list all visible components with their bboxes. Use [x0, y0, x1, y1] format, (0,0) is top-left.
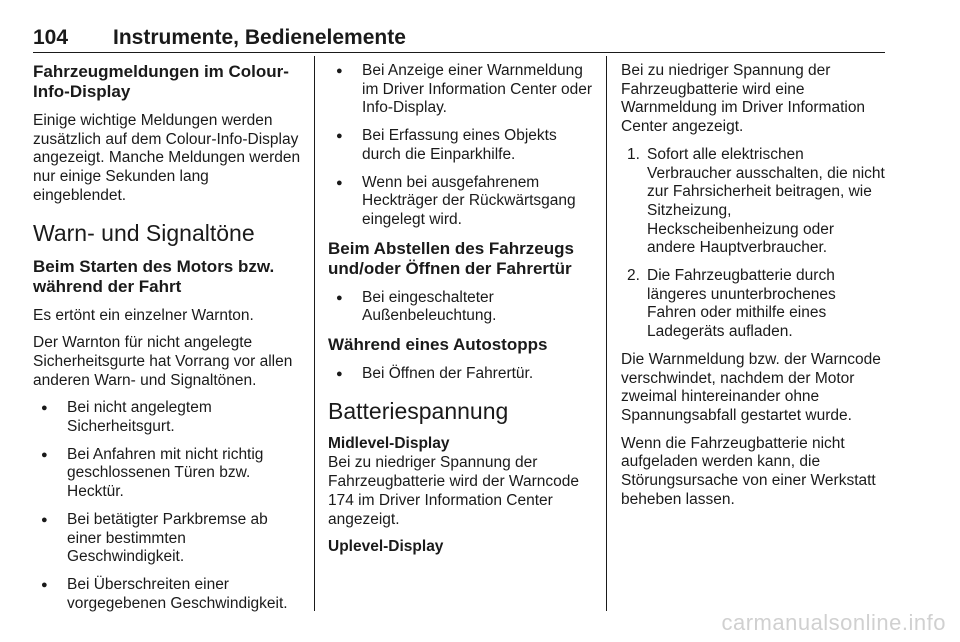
heading-autostopps: Während eines Autostopps — [328, 335, 548, 355]
list-item: ● Bei Anfahren mit nicht richtig geschlossenen Türen bzw. Hecktür. — [33, 446, 301, 502]
step-number: 1. — [627, 145, 640, 163]
list-item: ● Bei Überschreiten einer vorgegebenen Geschwindigkeit. — [33, 576, 301, 613]
heading-beim-abstellen: Beim Abstellen des Fahrzeugs und/oder Öffnen der Fahrertür — [328, 238, 574, 278]
paragraph-uplevel: Bei zu niedriger Spannung der Fahrzeugbatterie wird eine Warnmeldung im Driver Information Center angezeigt. — [621, 62, 866, 136]
page-number: 104 — [33, 26, 69, 49]
header-rule — [33, 52, 885, 53]
heading-fahrzeugmeldungen: Fahrzeugmeldungen im Colour-Info-Display — [33, 62, 289, 101]
column-divider-1 — [314, 56, 315, 611]
bullet-list-warnings-continued — [328, 62, 592, 230]
list-item: ● Bei Öffnen der Fahrertür. — [328, 365, 592, 384]
column-1 — [33, 62, 301, 622]
heading-uplevel-display: Uplevel-Display — [328, 538, 444, 556]
list-item: ● Wenn bei ausgefahrenem Heckträger der Rückwärtsgang eingelegt wird. — [328, 174, 592, 230]
list-item: ● Bei betätigter Parkbremse ab einer bestimmten Geschwindigkeit. — [33, 511, 301, 567]
column-2 — [328, 62, 592, 558]
paragraph-einzelner-warnton: Es ertönt ein einzelner Warnton. — [33, 306, 254, 324]
paragraph-warnmeldung-verschwindet: Die Warnmeldung bzw. der Warncode verschwindet, nachdem der Motor zweimal hintereinander ohne Spannungsabfall gestartet wurde. — [621, 350, 881, 424]
list-item — [621, 267, 885, 342]
bullet-list-abstellen — [328, 289, 592, 326]
list-item: ● Bei Erfassung eines Objekts durch die Einparkhilfe. — [328, 127, 592, 164]
bullet-list-autostopps — [328, 365, 592, 384]
list-item: ● Bei nicht angelegtem Sicherheitsgurt. — [33, 399, 301, 436]
step-text: Die Fahrzeugbatterie durch längeres ununterbrochenes Fahren oder mithilfe eines Ladegeräts aufladen. — [647, 267, 836, 341]
section-title: Instrumente, Bedienelemente — [113, 26, 406, 49]
paragraph-midlevel: Bei zu niedriger Spannung der Fahrzeugbatterie wird der Warncode 174 im Driver Information Center angezeigt. — [328, 454, 579, 528]
column-divider-2 — [606, 56, 607, 611]
bullet-list-warnings — [33, 399, 301, 613]
heading-midlevel-display: Midlevel-Display — [328, 434, 450, 452]
list-item: ● Bei Anzeige einer Warnmeldung im Driver Information Center oder Info-Display. — [328, 62, 592, 118]
numbered-steps — [621, 146, 885, 342]
paragraph-sicherheitsgurte: Der Warnton für nicht angelegte Sicherheitsgurte hat Vorrang vor allen anderen Warn- und Signaltönen. — [33, 334, 293, 389]
list-item — [621, 146, 885, 258]
list-item: ● Bei eingeschalteter Außenbeleuchtung. — [328, 289, 592, 326]
paragraph-werkstatt: Wenn die Fahrzeugbatterie nicht aufgeladen werden kann, die Störungsursache von einer Werkstatt beheben lassen. — [621, 434, 876, 508]
step-number: 2. — [627, 267, 640, 285]
column-3 — [621, 62, 885, 518]
page-header — [33, 26, 885, 50]
watermark: carmanualsonline.info — [721, 610, 946, 635]
step-text: Sofort alle elektrischen Verbraucher ausschalten, die nicht zur Fahrsicherheit beitragen, wie Sitzheizung, Heckscheibenheizung oder andere Hauptverbraucher. — [647, 145, 885, 257]
heading-warn-signaltoene: Warn- und Signaltöne — [33, 219, 255, 246]
heading-beim-starten: Beim Starten des Motors bzw. während der Fahrt — [33, 256, 275, 296]
paragraph-wichtige-meldungen: Einige wichtige Meldungen werden zusätzlich auf dem Colour-Info-Display angezeigt. Manche Meldungen werden nur einige Sekunden lang eingeblendet. — [33, 112, 301, 204]
heading-batteriespannung: Batteriespannung — [328, 397, 509, 424]
